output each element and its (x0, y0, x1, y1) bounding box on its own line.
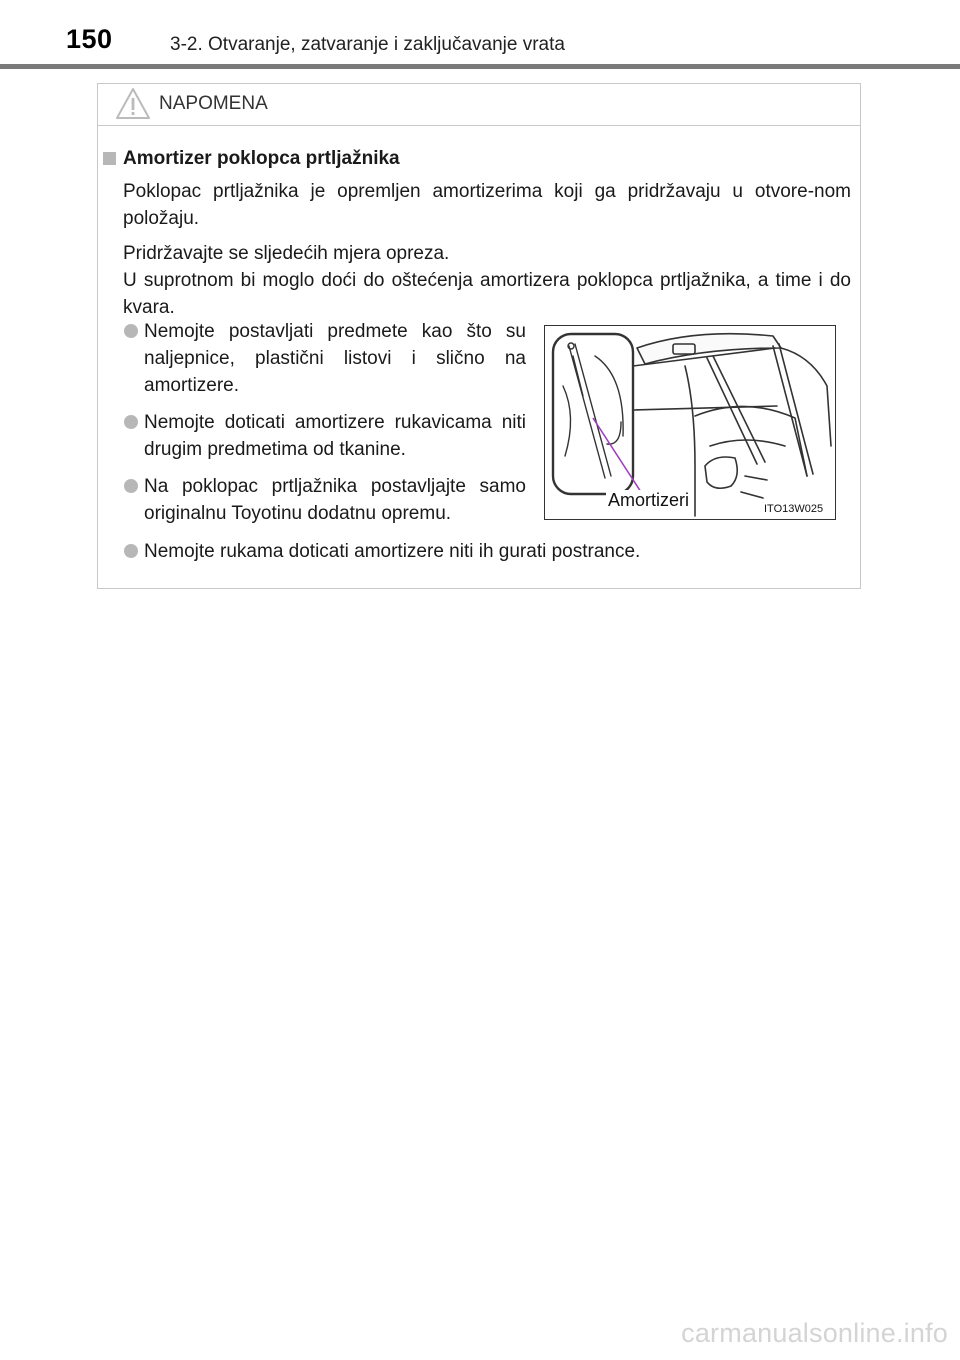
list-item (122, 409, 526, 463)
figure-code: ITO13W025 (764, 503, 824, 515)
paragraph (123, 240, 851, 321)
list-item (122, 318, 526, 399)
round-bullet-icon (124, 544, 138, 558)
list-item-text: Nemojte postavljati predmete kao što su naljepnice, plastični listovi i slično na amortizere. (144, 321, 526, 396)
paragraph-line: Pridržavajte se sljedećih mjera opreza. (123, 243, 450, 264)
list-item (122, 473, 526, 527)
section-heading (103, 147, 853, 171)
bullet-list (122, 318, 526, 537)
warning-triangle-icon (115, 87, 151, 121)
figure-label: Amortizeri (608, 490, 690, 510)
square-bullet-icon (103, 152, 116, 165)
list-item (122, 538, 842, 565)
list-item-text: Nemojte doticati amortizere rukavicama niti drugim predmetima od tkanine. (144, 412, 526, 460)
section-heading-text: Amortizer poklopca prtljažnika (123, 148, 400, 169)
chapter-title: 3-2. Otvaranje, zatvaranje i zaključavanje vrata (170, 34, 565, 55)
round-bullet-icon (124, 479, 138, 493)
page-number: 150 (66, 24, 113, 54)
page-header (0, 0, 960, 70)
list-item-text: Nemojte rukama doticati amortizere niti ih gurati postrance. (144, 541, 641, 562)
round-bullet-icon (124, 415, 138, 429)
list-item-text: Na poklopac prtljažnika postavljajte samo originalnu Toyotinu dodatnu opremu. (144, 476, 526, 524)
trunk-damper-illustration (544, 325, 836, 520)
header-divider (0, 64, 960, 69)
footer-watermark: carmanualsonline.info (681, 1318, 948, 1348)
paragraph: Poklopac prtljažnika je opremljen amortizerima koji ga pridržavaju u otvore-nom položaju. (123, 181, 851, 229)
notice-section (103, 147, 853, 321)
round-bullet-icon (124, 324, 138, 338)
notice-title: NAPOMENA (159, 93, 268, 114)
bullet-list (122, 538, 842, 575)
paragraph-line: U suprotnom bi moglo doći do oštećenja amortizera poklopca prtljažnika, a time i do kvara. (123, 270, 851, 318)
notice-header (98, 84, 860, 126)
